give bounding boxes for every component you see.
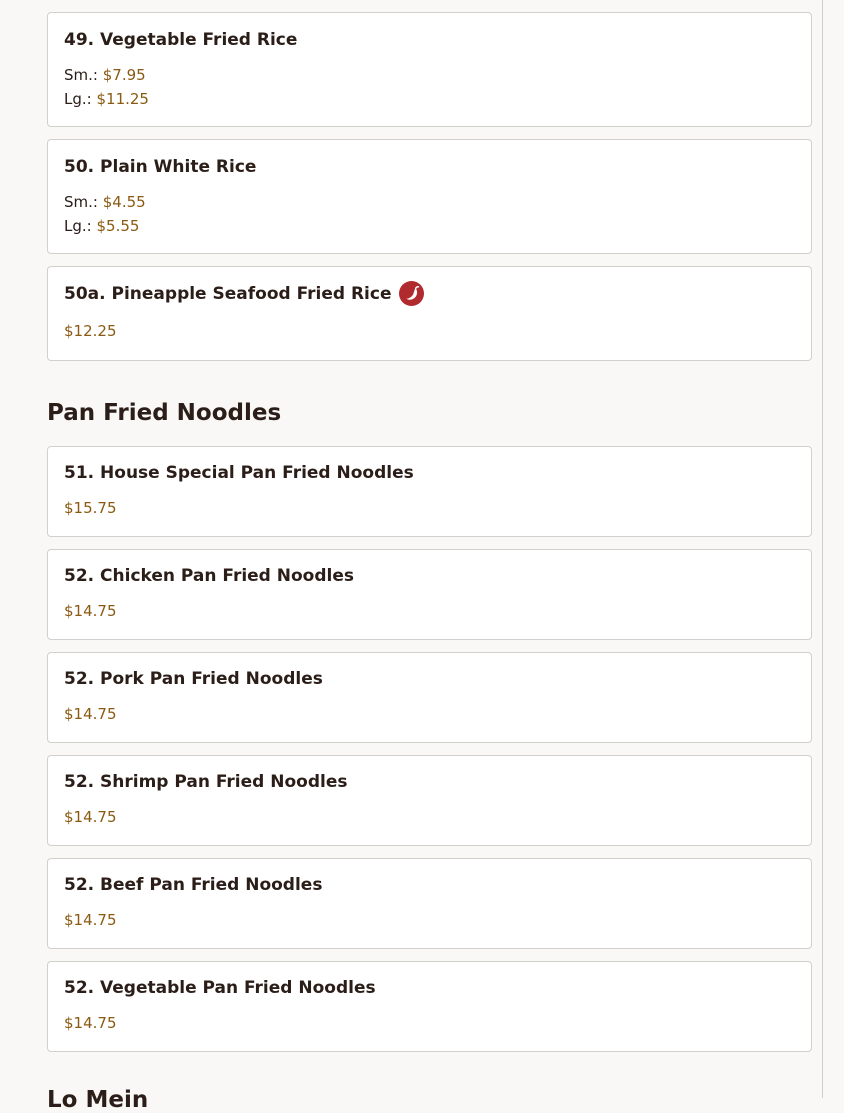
menu-item-name: 52. Pork Pan Fried Noodles [64, 669, 323, 689]
menu-item-name: 52. Chicken Pan Fried Noodles [64, 566, 354, 586]
large-price: $11.25 [96, 90, 149, 108]
menu-item-name: 52. Vegetable Pan Fried Noodles [64, 978, 376, 998]
price-line [64, 911, 117, 929]
menu-item-card[interactable] [47, 139, 812, 254]
large-size-label: Lg.: [64, 90, 92, 108]
item-price: $14.75 [64, 705, 117, 723]
item-price: $15.75 [64, 499, 117, 517]
price-line [64, 322, 117, 340]
small-size-label: Sm.: [64, 66, 98, 84]
item-price: $14.75 [64, 1014, 117, 1032]
menu-item-card[interactable] [47, 755, 812, 846]
menu-item-name: 52. Beef Pan Fried Noodles [64, 875, 323, 895]
small-price-line [64, 66, 146, 84]
menu-item-card[interactable] [47, 652, 812, 743]
scrollbar-track[interactable] [822, 0, 844, 1098]
menu-item-card[interactable] [47, 549, 812, 640]
small-price: $7.95 [102, 66, 146, 84]
menu-item-name: 51. House Special Pan Fried Noodles [64, 463, 414, 483]
small-price-line [64, 193, 146, 211]
menu-item-card[interactable] [47, 961, 812, 1052]
menu-item-name: 50. Plain White Rice [64, 157, 257, 177]
price-line [64, 1014, 117, 1032]
menu-item-name: 49. Vegetable Fried Rice [64, 30, 298, 50]
menu-item-name: 50a. Pineapple Seafood Fried Rice [64, 283, 392, 304]
section-heading-next: Lo Mein [47, 1087, 149, 1113]
menu-item-card[interactable] [47, 266, 812, 361]
large-size-label: Lg.: [64, 217, 92, 235]
section-heading: Pan Fried Noodles [47, 400, 282, 426]
item-price: $14.75 [64, 808, 117, 826]
menu-item-name: 52. Shrimp Pan Fried Noodles [64, 772, 348, 792]
price-line [64, 499, 117, 517]
large-price-line [64, 217, 139, 235]
item-price: $12.25 [64, 322, 117, 340]
item-price: $14.75 [64, 602, 117, 620]
menu-item-name-row [64, 281, 424, 306]
price-line [64, 808, 117, 826]
price-line [64, 602, 117, 620]
menu-item-card[interactable] [47, 446, 812, 537]
large-price: $5.55 [96, 217, 140, 235]
large-price-line [64, 90, 149, 108]
chili-pepper-icon [399, 281, 424, 306]
small-size-label: Sm.: [64, 193, 98, 211]
item-price: $14.75 [64, 911, 117, 929]
menu-item-card[interactable] [47, 858, 812, 949]
menu-item-card[interactable] [47, 12, 812, 127]
price-line [64, 705, 117, 723]
small-price: $4.55 [102, 193, 146, 211]
